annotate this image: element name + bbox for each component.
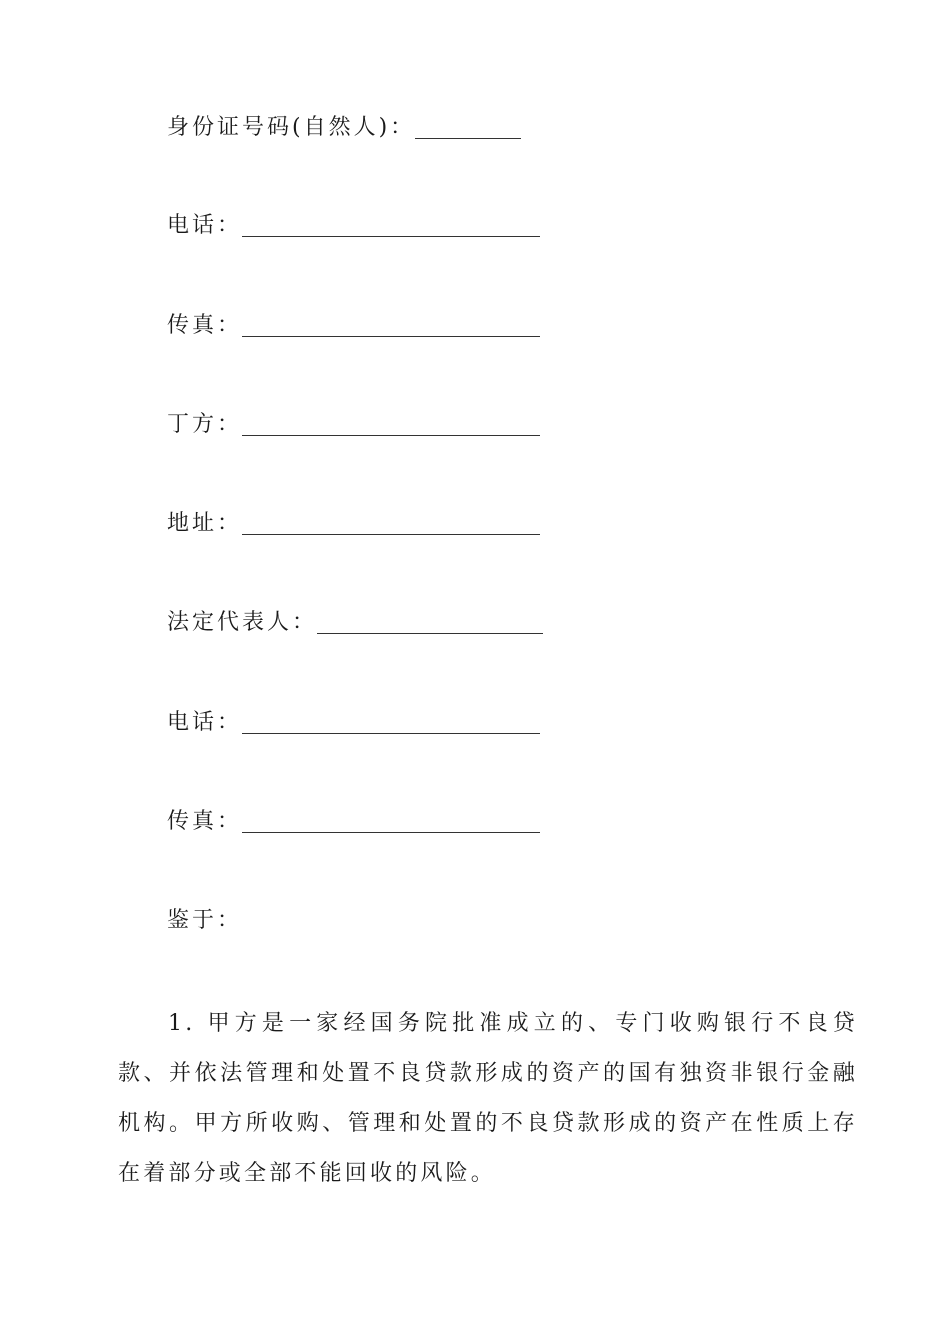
legal-rep-label: 法定代表人： <box>167 610 318 635</box>
party-d-label: 丁方： <box>167 412 243 437</box>
party-d-field <box>167 409 540 441</box>
fax-label: 传真： <box>167 313 243 338</box>
phone-field-2 <box>167 707 540 739</box>
phone-label-2: 电话： <box>167 710 243 735</box>
address-label: 地址： <box>167 511 243 536</box>
fax-blank-2[interactable] <box>242 806 540 833</box>
whereas-heading <box>167 905 242 937</box>
paragraph-1: 1. 甲方是一家经国务院批准成立的、专门收购银行不良贷款、并依法管理和处置不良贷款形成的资产的国有独资非银行金融机构。甲方所收购、管理和处置的不良贷款形成的资产在性质上存在着部分或全部不能回收的风险。 <box>118 1011 858 1186</box>
whereas-label: 鉴于： <box>167 908 243 933</box>
phone-label: 电话： <box>167 213 243 238</box>
id-number-label: 身份证号码(自然人)： <box>167 115 416 140</box>
phone-field <box>167 210 540 242</box>
fax-blank[interactable] <box>242 310 540 337</box>
address-blank[interactable] <box>242 508 540 535</box>
phone-blank-2[interactable] <box>242 707 540 734</box>
fax-field-2 <box>167 806 540 838</box>
address-field <box>167 508 540 540</box>
id-number-field <box>167 112 521 144</box>
id-number-blank[interactable] <box>415 112 521 139</box>
legal-rep-blank[interactable] <box>317 607 543 634</box>
phone-blank[interactable] <box>242 210 540 237</box>
legal-rep-field <box>167 607 543 639</box>
party-d-blank[interactable] <box>242 409 540 436</box>
fax-label-2: 传真： <box>167 809 243 834</box>
fax-field <box>167 310 540 342</box>
